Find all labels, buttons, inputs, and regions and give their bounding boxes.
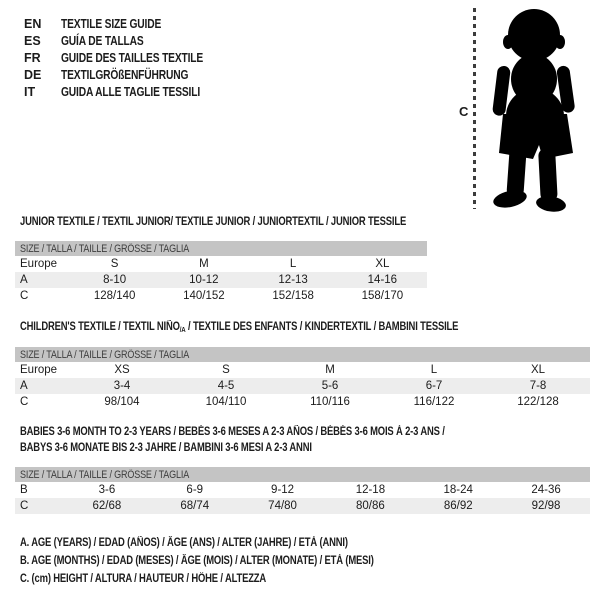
size-cell: 4-5	[217, 380, 235, 392]
row-label: Europe	[20, 258, 58, 270]
size-cell: 62/68	[92, 500, 122, 512]
language-title: TEXTILE SIZE GUIDE	[61, 16, 162, 31]
size-cell: 9-12	[271, 484, 295, 496]
language-code: DE	[24, 67, 42, 82]
table-row-b	[15, 482, 590, 498]
size-cell: 12-13	[278, 274, 308, 286]
table-row-c	[15, 288, 427, 304]
language-code: ES	[24, 33, 41, 48]
row-label: C	[20, 500, 29, 512]
size-cell: 158/170	[361, 290, 404, 302]
language-code: FR	[24, 50, 41, 65]
size-cell: 12-18	[355, 484, 386, 496]
size-cell: 116/122	[413, 396, 455, 408]
table-row-europe	[15, 362, 590, 378]
size-cell: 80/86	[356, 500, 385, 512]
size-cell: 140/152	[183, 290, 225, 302]
legend-line-c-text: C. (cm) HEIGHT / ALTURA / HAUTEUR / HÖHE / ALTEZZA	[20, 573, 267, 585]
size-cell: 6-7	[425, 380, 443, 392]
legend-line-a	[20, 534, 451, 552]
language-code: EN	[24, 16, 42, 31]
size-cell: 18-24	[443, 484, 473, 496]
legend-line-b-text: B. AGE (MONTHS) / EDAD (MESES) / ÂGE (MOIS) / ALTER (MONATE) / ETÀ (MESI)	[20, 555, 374, 567]
size-cell: 128/140	[93, 290, 136, 302]
size-cell: 3-4	[113, 380, 131, 392]
toddler-silhouette-icon	[482, 6, 584, 212]
children-size-table	[15, 347, 590, 410]
size-cell: S	[222, 364, 230, 376]
babies-title-line1: BABIES 3-6 MONTH TO 2-3 YEARS / BEBÉS 3-6 MESES A 2-3 AÑOS / BÉBÉS 3-6 MOIS À 2-3 ANS /	[20, 426, 445, 438]
babies-size-table	[15, 467, 590, 514]
size-cell: 86/92	[443, 500, 473, 512]
size-cell: M	[325, 364, 335, 376]
height-label: C	[459, 104, 469, 119]
size-cell: 110/116	[310, 396, 350, 408]
size-header-row	[15, 467, 590, 482]
legend	[20, 534, 451, 588]
children-table-title-text	[20, 319, 458, 338]
babies-table-title	[20, 424, 538, 456]
size-cell: 24-36	[531, 484, 561, 496]
size-cell: 122/128	[517, 396, 559, 408]
size-cell: 92/98	[531, 500, 561, 512]
size-cell: 3-6	[98, 484, 116, 496]
language-title: GUIDA ALLE TAGLIE TESSILI	[61, 84, 201, 99]
children-table-title	[20, 319, 554, 338]
language-title: GUIDE DES TAILLES TEXTILE	[61, 50, 204, 65]
size-header-row	[15, 347, 590, 362]
row-label: B	[20, 484, 28, 496]
children-title-pre: CHILDREN'S TEXTILE / TEXTIL NIÑO	[20, 321, 180, 333]
language-row-de	[24, 66, 234, 83]
table-row-c	[15, 498, 590, 514]
legend-line-c	[20, 570, 451, 588]
size-cell: 7-8	[529, 380, 547, 392]
language-row-en	[24, 15, 234, 32]
language-list	[24, 15, 234, 100]
size-cell: 6-9	[186, 484, 204, 496]
children-title-post: / TEXTILE DES ENFANTS / KINDERTEXTIL / BAMBINI TESSILE	[185, 321, 459, 333]
legend-line-b	[20, 552, 451, 570]
babies-title-line2: BABYS 3-6 MONATE BIS 2-3 JAHRE / BAMBINI 3-6 MESI A 2-3 ANNI	[20, 442, 312, 454]
language-row-es	[24, 32, 234, 49]
language-row-fr	[24, 49, 234, 66]
height-dashed-line	[473, 8, 476, 209]
row-label: C	[20, 396, 29, 408]
row-label: A	[20, 274, 28, 286]
size-cell: S	[110, 258, 119, 270]
size-cell: 10-12	[189, 274, 219, 286]
language-row-it	[24, 83, 234, 100]
size-cell: 98/104	[104, 396, 140, 408]
size-cell: 68/74	[180, 500, 210, 512]
junior-table-title	[20, 214, 491, 230]
table-row-a	[15, 272, 427, 288]
row-label: C	[20, 290, 29, 302]
size-header-label: SIZE / TALLA / TAILLE / GRÖSSE / TAGLIA	[20, 242, 190, 255]
size-cell: 8-10	[103, 274, 127, 286]
size-header-row	[15, 241, 427, 256]
language-title: TEXTILGRÖßENFÜHRUNG	[61, 67, 189, 82]
size-cell: XL	[530, 364, 546, 376]
junior-table-title-text: JUNIOR TEXTILE / TEXTIL JUNIOR/ TEXTILE JUNIOR / JUNIORTEXTIL / JUNIOR TESSILE	[20, 216, 407, 228]
language-title: GUÍA DE TALLAS	[61, 33, 144, 48]
size-cell: L	[289, 258, 297, 270]
size-cell: XL	[375, 258, 390, 270]
row-label: A	[20, 380, 28, 392]
size-cell: 152/158	[272, 290, 314, 302]
size-cell: L	[430, 364, 438, 376]
table-row-a	[15, 378, 590, 394]
size-header-label: SIZE / TALLA / TAILLE / GRÖSSE / TAGLIA	[20, 348, 190, 361]
size-header-label: SIZE / TALLA / TAILLE / GRÖSSE / TAGLIA	[20, 468, 190, 481]
row-label: Europe	[20, 364, 58, 376]
size-cell: 104/110	[205, 396, 247, 408]
table-row-europe	[15, 256, 427, 272]
legend-line-a-text: A. AGE (YEARS) / EDAD (AÑOS) / ÂGE (ANS) / ALTER (JAHRE) / ETÀ (ANNI)	[20, 537, 348, 549]
language-code: IT	[24, 84, 36, 99]
size-cell: M	[199, 258, 209, 270]
size-cell: 14-16	[367, 274, 398, 286]
junior-size-table	[15, 241, 427, 304]
size-cell: 5-6	[321, 380, 339, 392]
size-cell: XS	[114, 364, 130, 376]
table-row-c	[15, 394, 590, 410]
size-cell: 74/80	[268, 500, 297, 512]
children-title-sub: /A	[179, 325, 186, 334]
